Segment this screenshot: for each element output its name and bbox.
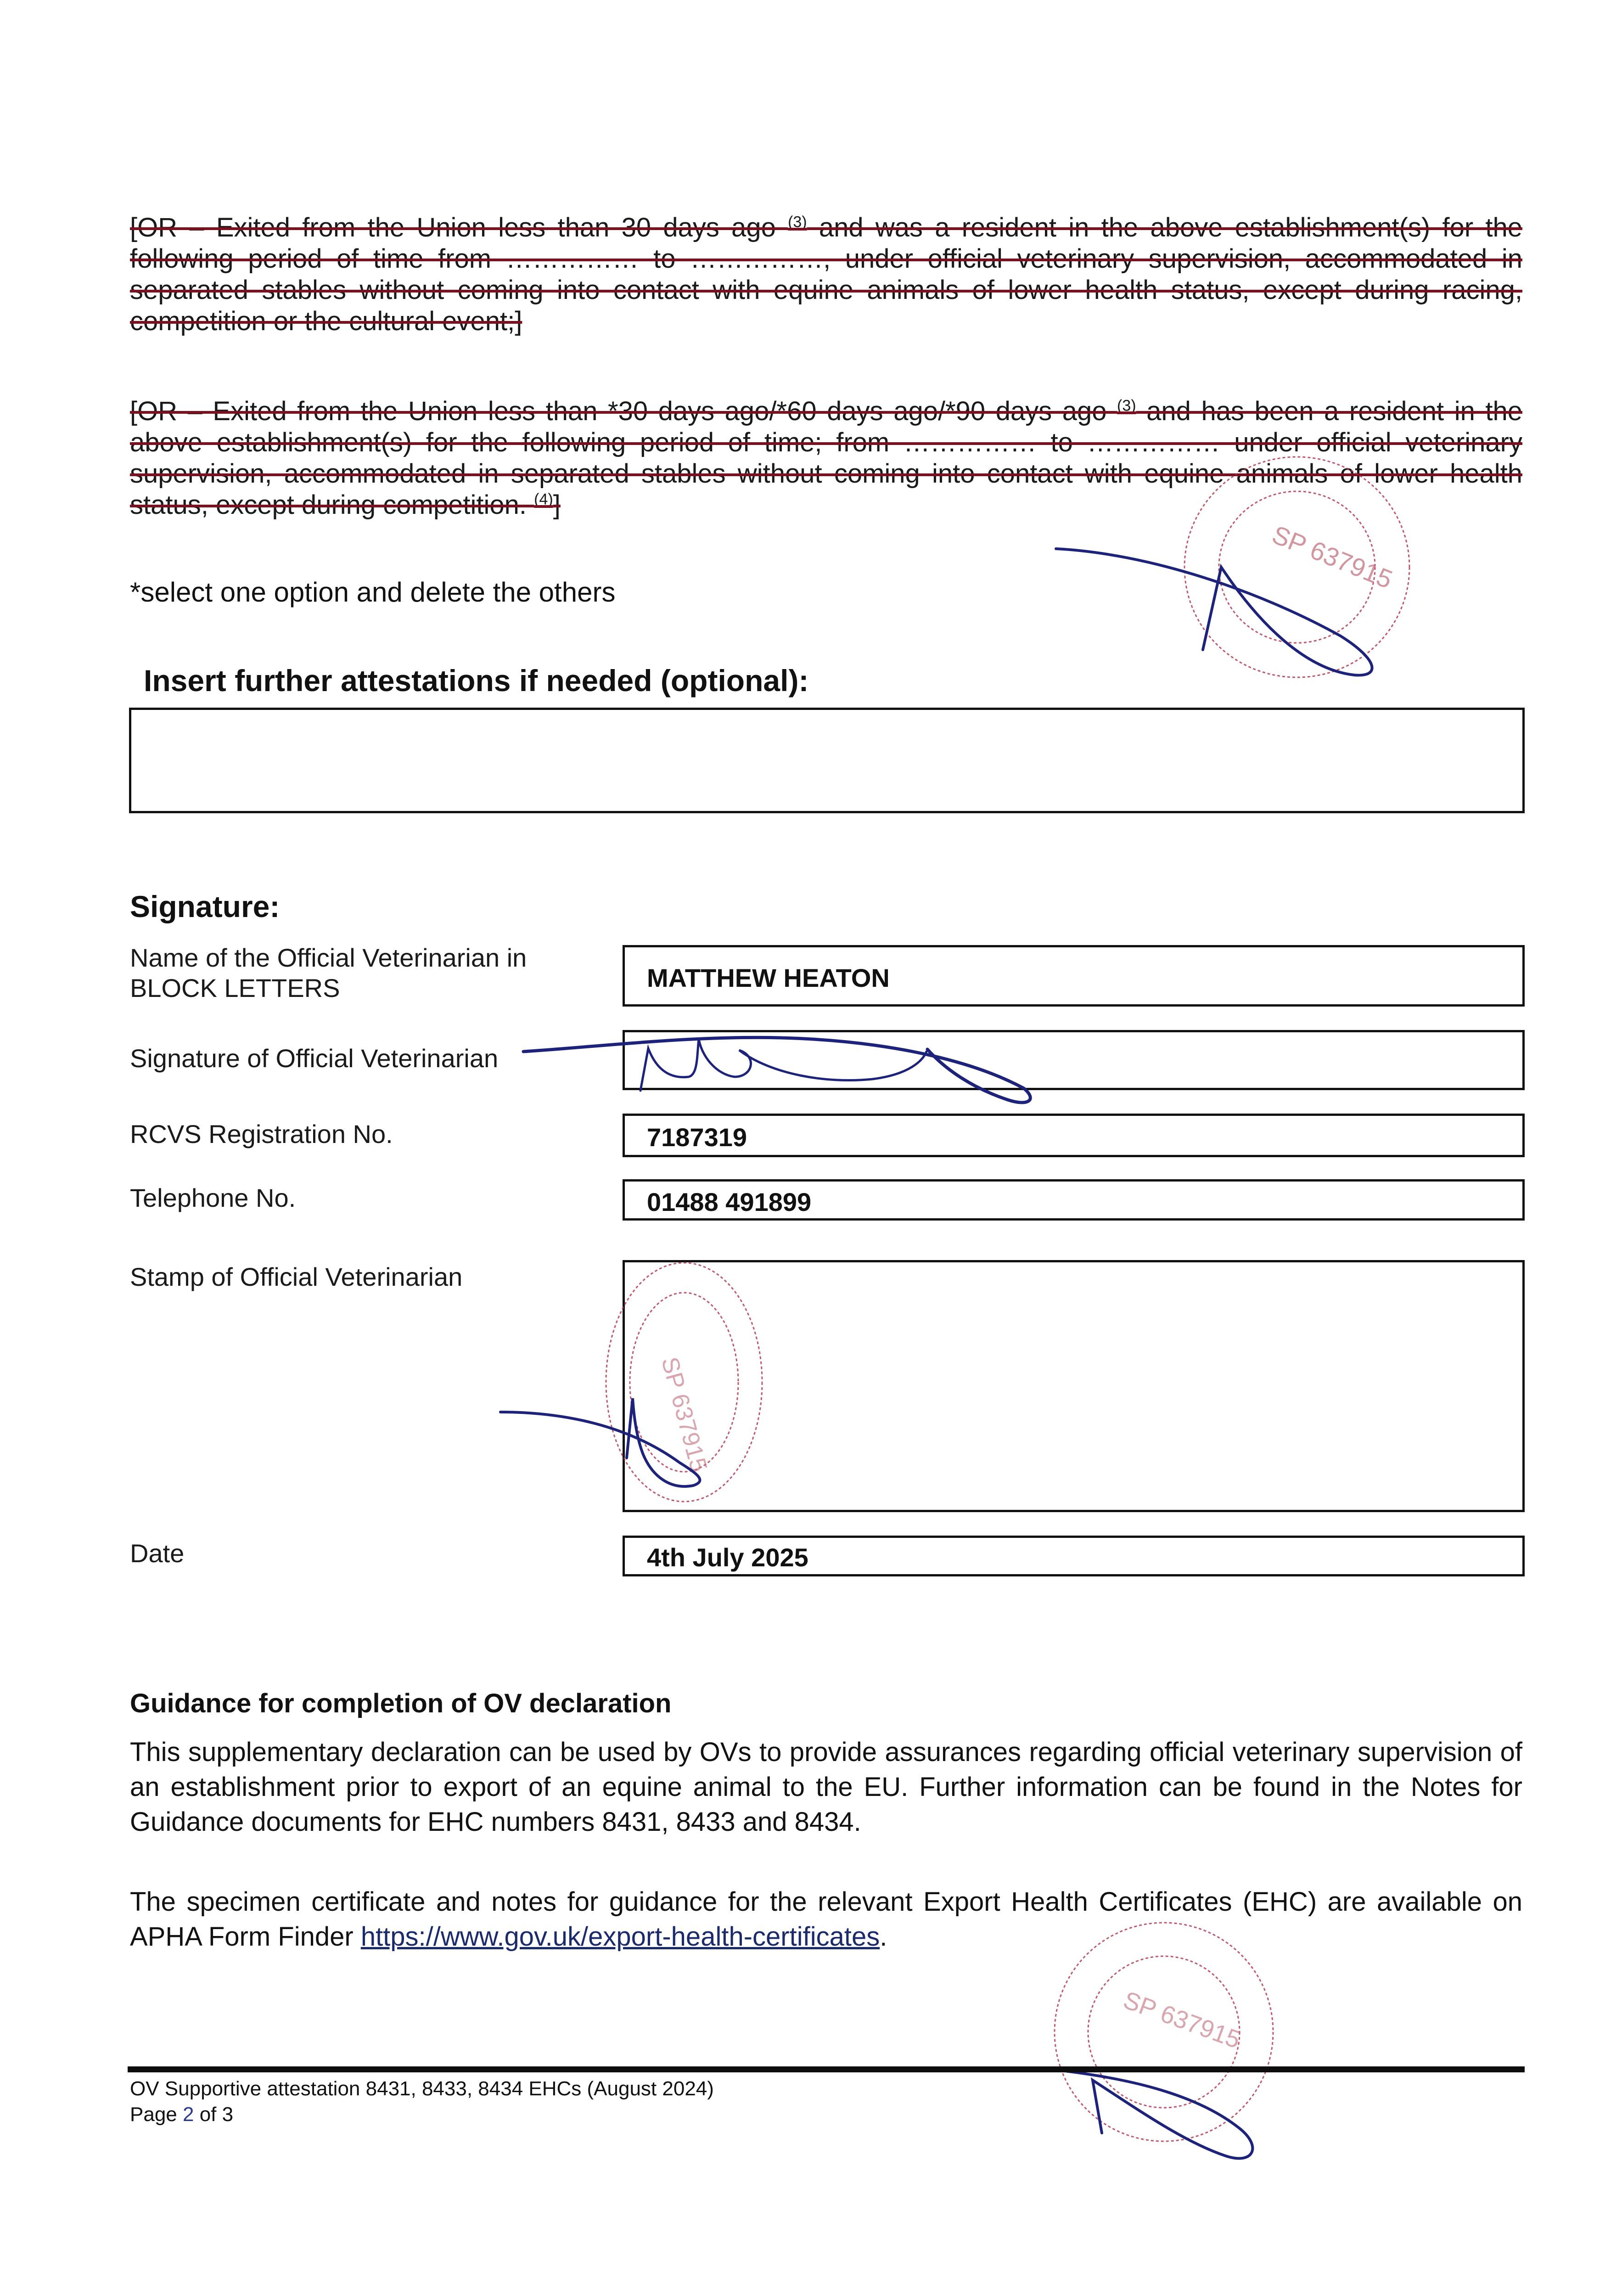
struck-option-exited-30-60-90-days: [OR – Exited from the Union less than *30 days ago/*60 days ago/*90 days ago $^{(3)}$ and has been a resident in the above establishment(s) for the following period of time; from …………… to …………… under official veterinary supervision, accommodated in separated stables without coming into contact with equine animals of lower health status, except during competition. $^{(4)}$] xyxy=(130,396,1522,520)
further-attestations-heading: Insert further attestations if needed (optional): xyxy=(144,664,809,698)
guidance-paragraph: This supplementary declaration can be used by OVs to provide assurances regarding official veterinary supervision of an establishment prior to export of an equine animal to the EU. Further information can be found in the Notes for Guidance documents for EHC numbers 8431, 8433 and 8434. xyxy=(130,1737,1522,1837)
guidance-heading: Guidance for completion of OV declaration xyxy=(130,1688,672,1718)
ov-name-field[interactable]: MATTHEW HEATON xyxy=(623,945,1525,1007)
rcvs-registration-field[interactable]: 7187319 xyxy=(623,1114,1525,1157)
stamp-id-text: SP 637915 xyxy=(1268,519,1397,594)
signature-heading: Signature: xyxy=(130,889,280,923)
export-health-certificates-link[interactable]: https://www.gov.uk/export-health-certificates xyxy=(360,1922,880,1952)
svg-text:SP 637915: SP 637915 xyxy=(656,1354,713,1475)
ov-name-label: Name of the Official Veterinarian in BLOCK LETTERS xyxy=(130,943,527,1002)
select-option-note: *select one option and delete the others xyxy=(130,577,616,608)
stamp-label: Stamp of Official Veterinarian xyxy=(130,1262,463,1291)
rcvs-registration-label: RCVS Registration No. xyxy=(130,1120,393,1148)
official-veterinarian-stamp-icon xyxy=(1175,452,1432,691)
form-finder-paragraph: The specimen certificate and notes for guidance for the relevant Export Health Certificates (EHC) are available on APHA Form Finder https://www.gov.uk/export-health-certificates. xyxy=(130,1887,1522,1952)
struck-option-exited-30-days: [OR – Exited from the Union less than 30 days ago $^{(3)}$ and was a resident in the above establishment(s) for the following period of time from …………… to ……………, under official veterinary supervision, accommodated in separated stables without coming into contact with equine animals of lower health status, except during racing, competition or the cultural event;] xyxy=(130,213,1522,336)
date-field[interactable]: 4th July 2025 xyxy=(623,1536,1525,1576)
ov-signature-label: Signature of Official Veterinarian xyxy=(130,1044,499,1073)
footer-document-title: OV Supportive attestation 8431, 8433, 8434 EHCs (August 2024) xyxy=(130,2077,714,2100)
footer-divider xyxy=(128,2066,1525,2072)
date-label: Date xyxy=(130,1539,185,1568)
svg-text:SP 637915: SP 637915 xyxy=(1120,1986,1244,2054)
footer-page-number: Page 2 of 3 xyxy=(130,2103,234,2126)
official-veterinarian-stamp-icon xyxy=(1047,1917,1304,2174)
official-veterinarian-stamp-icon xyxy=(601,1261,859,1522)
telephone-field[interactable]: 01488 491899 xyxy=(623,1179,1525,1221)
telephone-label: Telephone No. xyxy=(130,1183,296,1212)
